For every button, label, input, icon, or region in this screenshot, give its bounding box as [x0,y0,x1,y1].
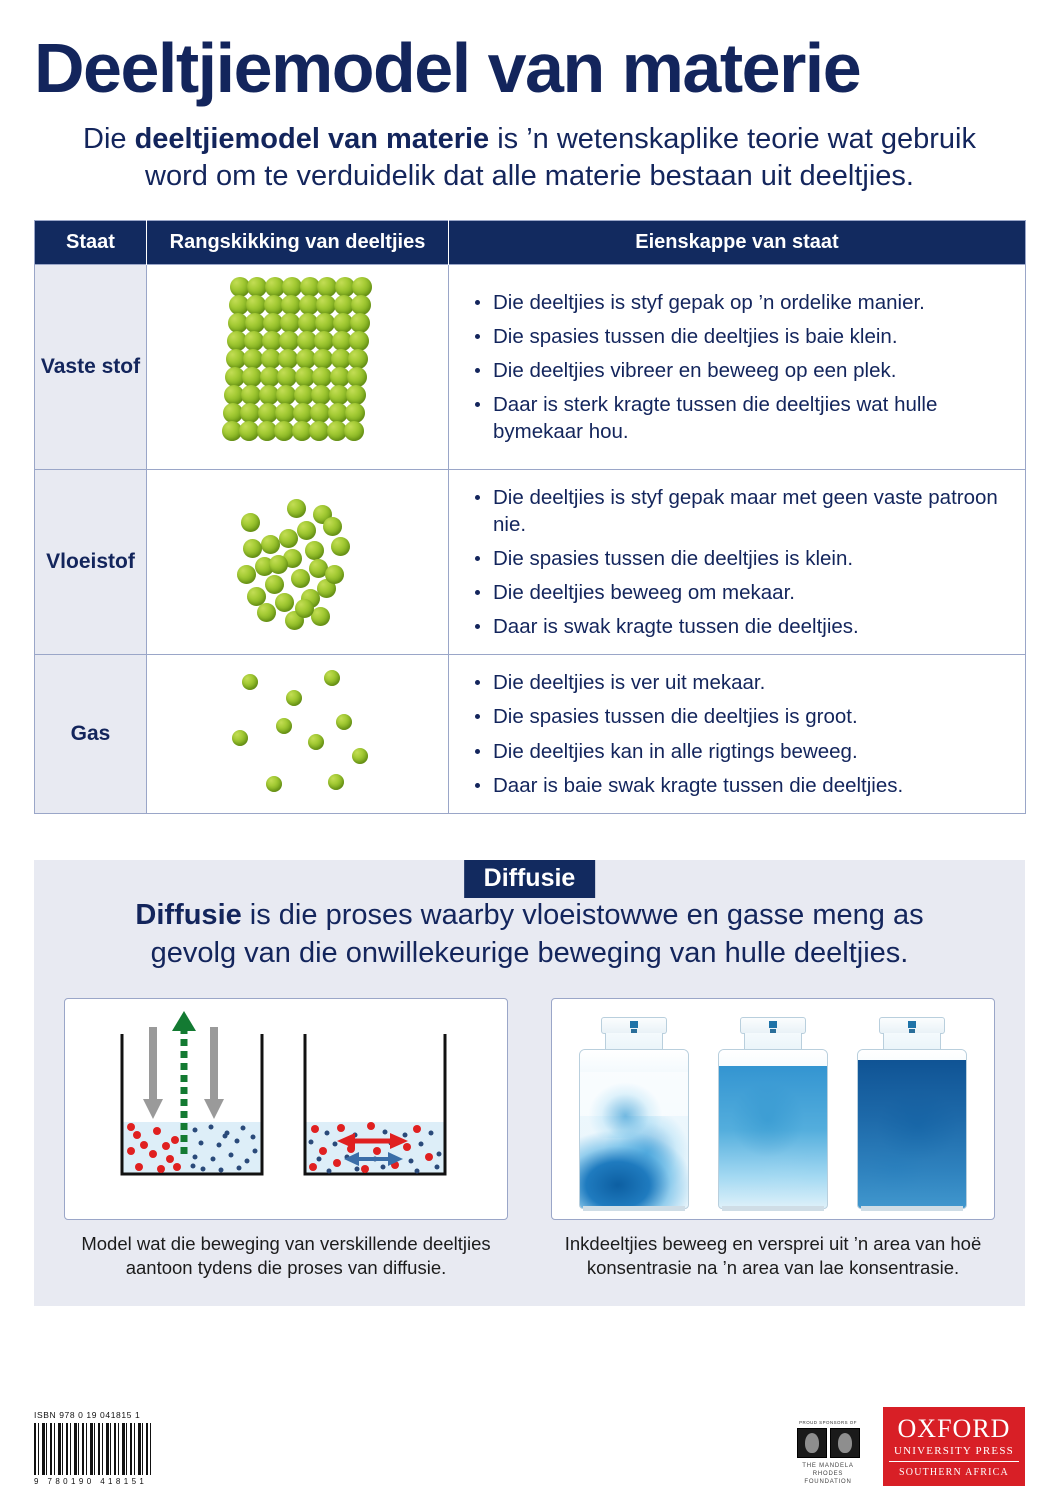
oxford-wordmark: OXFORD [897,1414,1011,1443]
figure-ink-jars [551,998,995,1280]
particle [295,599,314,618]
mandela-portraits [789,1428,867,1458]
state-name-gas: Gas [70,721,111,745]
particle [275,593,294,612]
properties-list-gas [471,669,1009,798]
list-item: Die deeltjies beweeg om mekaar. [471,579,1009,606]
diffusion-figures [64,998,995,1280]
list-item: Die deeltjies vibreer en beweeg op een plek. [471,357,1009,384]
particle [269,555,288,574]
particle [242,674,258,690]
oxford-region: SOUTHERN AFRICA [899,1467,1009,1478]
properties-list-solid [471,289,1009,445]
particle [348,349,368,369]
properties-cell-solid [449,265,1026,470]
particle [275,403,295,423]
ink-jar-medium-diffusion [714,1015,832,1211]
isbn-text: ISBN 978 0 19 041815 1 [34,1410,141,1420]
jar-body [579,1049,689,1209]
particle [324,670,340,686]
particle [310,403,330,423]
oxford-university-press-logo [883,1407,1025,1486]
particle [242,367,262,387]
particle [346,385,366,405]
particle [277,367,297,387]
barcode-image [34,1423,154,1475]
table-row [35,265,1026,470]
particle [344,421,364,441]
particle [352,277,372,297]
figure-particle-model [64,998,508,1280]
particle-motion-svg [65,999,507,1219]
oxford-subtitle: UNIVERSITY PRESS [889,1445,1019,1462]
state-label-liquid [35,470,147,655]
figure-box-particle-model [64,998,508,1220]
ink-jar-full-diffusion [853,1015,971,1211]
particle [345,403,365,423]
diffusion-description [64,896,995,973]
grey-down-arrow-right [204,1027,224,1119]
particle [257,603,276,622]
particle [350,313,370,333]
particle [325,565,344,584]
particle [247,277,267,297]
diffusion-panel [34,860,1025,1307]
list-item: Die deeltjies kan in alle rigtings beweeg. [471,738,1009,765]
portrait-rhodes-icon [830,1428,860,1458]
particle [291,569,310,588]
gas-particle-diagram [228,668,368,800]
solid-particle-diagram [222,277,374,457]
particle [328,774,344,790]
mandela-foundation-name: THE MANDELA RHODES FOUNDATION [802,1462,854,1485]
list-item: Daar is sterk kragte tussen die deeltjies wat hulle bymekaar hou. [471,391,1009,445]
properties-cell-gas [449,655,1026,813]
particle [305,541,324,560]
ink-plume [719,1066,827,1208]
diffusion-badge: Diffusie [464,860,596,898]
particle [282,277,302,297]
particle [245,313,265,333]
particle [266,776,282,792]
diffusion-definition: is die proses waarby vloeistowwe en gasse meng as gevolg van die onwillekeurige beweging van hulle deeltjies. [150,898,924,969]
jar-cap-marking [908,1021,916,1028]
table-body [35,265,1026,813]
particle [274,421,294,441]
particle [280,313,300,333]
diffusion-term: Diffusie [135,898,242,931]
particle [244,331,264,351]
list-item: Daar is swak kragte tussen die deeltjies. [471,613,1009,640]
publisher-logos [789,1407,1025,1486]
ink-wisp [580,1082,688,1138]
mandela-rhodes-logo [789,1420,867,1486]
jar-shoulder [580,1050,688,1072]
particle [309,421,329,441]
jar-body [718,1049,828,1209]
particle [312,367,332,387]
column-header-properties: Eienskappe van staat [449,221,1026,265]
grey-down-arrow-left [143,1027,163,1119]
table-header-row [35,221,1026,265]
particle [246,295,266,315]
particle [352,748,368,764]
arrangement-cell-liquid [147,470,449,655]
ink-jar-low-diffusion [575,1015,693,1211]
particle [314,331,334,351]
particle [313,349,333,369]
particle [241,385,261,405]
particle [239,421,259,441]
particle [243,349,263,369]
particle [243,539,262,558]
list-item: Die deeltjies is ver uit mekaar. [471,669,1009,696]
list-item: Die deeltjies is styf gepak op ’n ordelike manier. [471,289,1009,316]
liquid-particle-diagram [235,491,361,633]
particle [308,734,324,750]
figure-caption-particle-model: Model wat die beweging van verskillende deeltjies aantoon tydens die proses van diffusie. [81,1233,491,1279]
particle [281,295,301,315]
particle [351,295,371,315]
particle [336,714,352,730]
jar-cap-marking [630,1021,638,1028]
ink-jars-group [552,999,994,1219]
particle [316,295,336,315]
list-item: Die deeltjies is styf gepak maar met geen vaste patroon nie. [471,484,1009,538]
subtitle-suffix: is ’n wetenskaplike teorie wat gebruik word om te verduidelik dat alle materie bestaan uit deeltjies. [145,122,976,193]
table-header [35,221,1026,265]
particle [265,575,284,594]
particle [232,730,248,746]
particle [331,537,350,556]
particle [315,313,335,333]
state-name-solid: Vaste stof [40,355,141,379]
particle [317,277,337,297]
particle [323,517,342,536]
figure-box-ink-jars [551,998,995,1220]
particle [286,690,302,706]
particle [278,349,298,369]
barcode-area [34,1410,234,1486]
state-name-liquid: Vloeistof [46,550,135,574]
arrangement-cell-gas [147,655,449,813]
jar-base [861,1206,963,1211]
page-title: Deeltjiemodel van materie [34,29,861,107]
portrait-mandela-icon [797,1428,827,1458]
column-header-state: Staat [35,221,147,265]
particle [347,367,367,387]
barcode-digits: 9 780190 418151 [34,1477,148,1486]
particle [279,529,298,548]
jar-cap-marking [769,1021,777,1028]
poster-footer [34,1386,1025,1486]
diffusion-section [34,860,1025,1307]
column-header-arrangement: Rangskikking van deeltjies [147,221,449,265]
particle [276,718,292,734]
particle [297,521,316,540]
list-item: Die spasies tussen die deeltjies is groot. [471,703,1009,730]
page-subtitle [34,121,1025,196]
figure-caption-ink-jars: Inkdeeltjies beweeg en versprei uit ’n area van hoë konsentrasie na ’n area van lae konsentrasie. [564,1233,982,1279]
particle [311,385,331,405]
table-row [35,655,1026,813]
jar-base [583,1206,685,1211]
particle [287,499,306,518]
particle [276,385,296,405]
particle [279,331,299,351]
arrangement-cell-solid [147,265,449,470]
list-item: Die spasies tussen die deeltjies is klein. [471,545,1009,572]
properties-list-liquid [471,484,1009,640]
subtitle-prefix: Die [83,122,135,155]
mandela-sponsor-text: PROUD SPONSORS OF [799,1419,857,1425]
properties-cell-liquid [449,470,1026,655]
jar-base [722,1206,824,1211]
particle [349,331,369,351]
particle [237,565,256,584]
particle [240,403,260,423]
ink-plume [858,1060,966,1208]
particle [261,535,280,554]
list-item: Daar is baie swak kragte tussen die deeltjies. [471,772,1009,799]
state-label-solid [35,265,147,470]
subtitle-bold: deeltjiemodel van materie [134,122,490,155]
table-row [35,470,1026,655]
states-of-matter-table [34,220,1026,813]
list-item: Die spasies tussen die deeltjies is baie klein. [471,323,1009,350]
state-label-gas [35,655,147,813]
jar-body [857,1049,967,1209]
particle [241,513,260,532]
